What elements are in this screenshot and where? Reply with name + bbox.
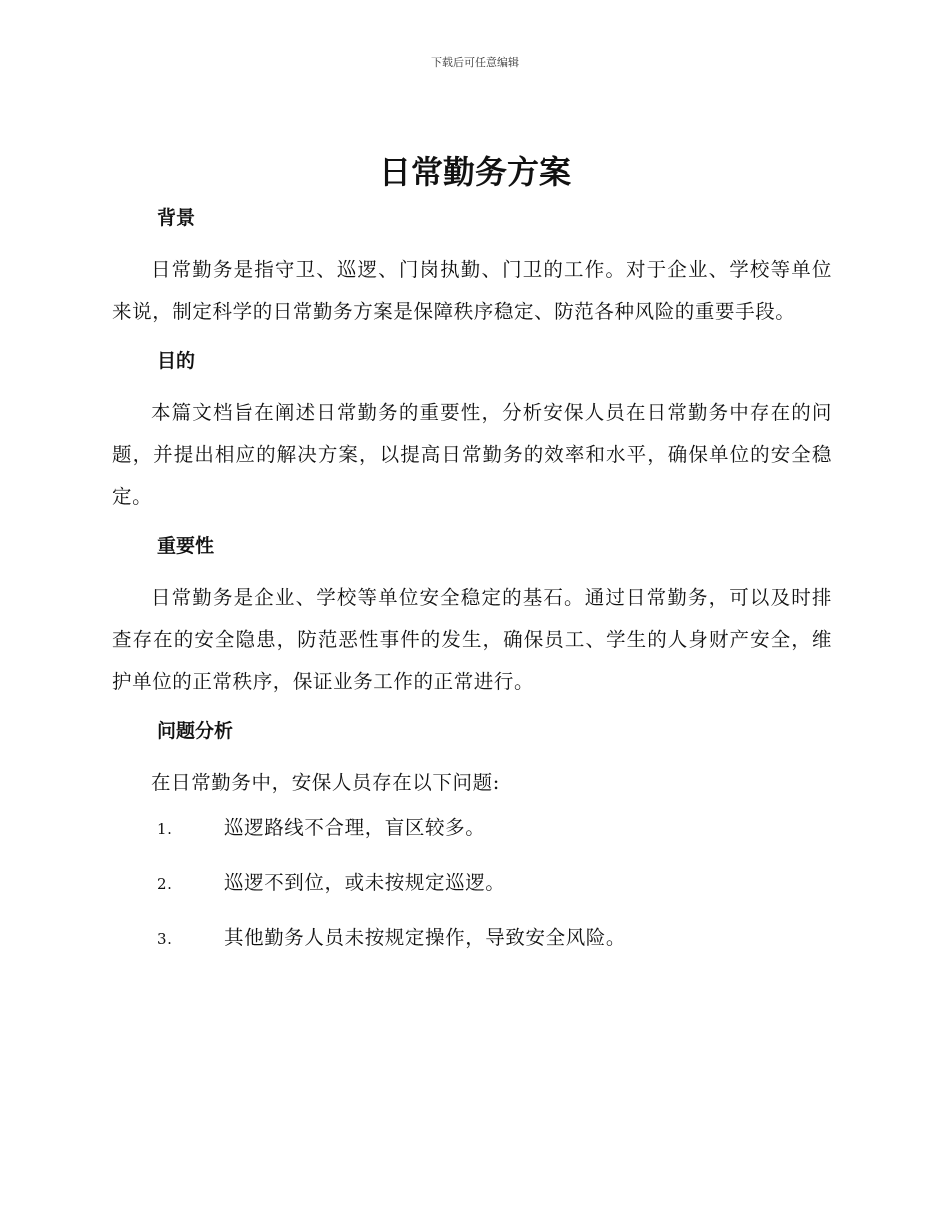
document-title: 日常勤务方案 xyxy=(378,153,571,191)
section-paragraph: 日常勤务是指守卫、巡逻、门岗执勤、门卫的工作。对于企业、学校等单位来说，制定科学的日常勤务方案是保障秩序稳定、防范各种风险的重要手段。 xyxy=(112,258,832,323)
list-item xyxy=(112,812,832,867)
section-heading: 问题分析 xyxy=(157,720,234,742)
section-paragraph: 在日常勤务中，安保人员存在以下问题: xyxy=(151,771,500,794)
section-paragraph: 本篇文档旨在阐述日常勤务的重要性，分析安保人员在日常勤务中存在的问题，并提出相应的解决方案，以提高日常勤务的效率和水平，确保单位的安全稳定。 xyxy=(112,401,832,508)
list-item-number: 1. xyxy=(157,820,173,838)
section-heading: 背景 xyxy=(157,207,196,229)
section-purpose xyxy=(112,347,832,518)
list-item-text: 巡逻不到位，或未按规定巡逻。 xyxy=(224,871,506,894)
list-item xyxy=(112,867,832,922)
document-body xyxy=(112,204,832,977)
list-item xyxy=(112,922,832,977)
section-heading: 目的 xyxy=(157,350,196,372)
section-background xyxy=(112,204,832,333)
list-item-number: 2. xyxy=(157,875,173,893)
section-paragraph: 日常勤务是企业、学校等单位安全稳定的基石。通过日常勤务，可以及时排查存在的安全隐患，防范恶性事件的发生，确保员工、学生的人身财产安全，维护单位的正常秩序，保证业务工作的正常进行。 xyxy=(112,586,832,693)
list-item-text: 其他勤务人员未按规定操作，导致安全风险。 xyxy=(224,926,627,949)
section-heading: 重要性 xyxy=(157,535,215,557)
list-item-number: 3. xyxy=(157,930,173,948)
page-header-note: 下载后可任意编辑 xyxy=(431,56,519,69)
section-problem-analysis xyxy=(112,717,832,977)
section-importance xyxy=(112,532,832,703)
problem-list xyxy=(112,812,832,977)
list-item-text: 巡逻路线不合理，盲区较多。 xyxy=(224,816,486,839)
